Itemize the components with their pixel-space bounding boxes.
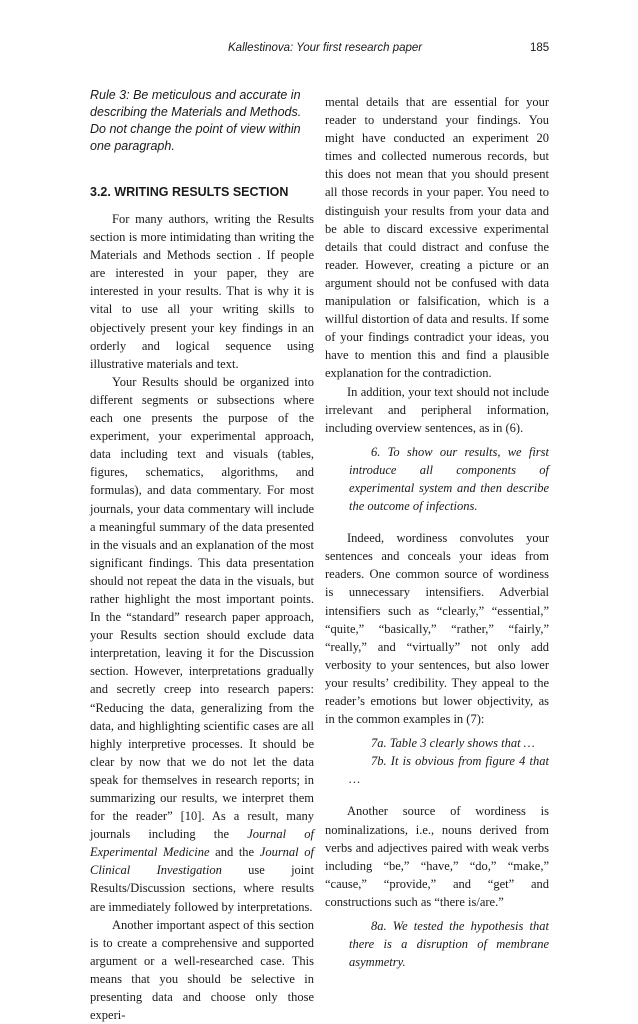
example-7a: 7a. Table 3 clearly shows that … (371, 736, 535, 751)
right-column (325, 93, 549, 985)
paragraph-text: Your Results should be organized into different segments or subsections where each one presents the purpose of the experiment, your experimental approach, data including text and visuals (tables, figures, schematics, algorithms, and formulas), and data commentary. For most journals, your data commentary will include a meaningful summary of the data presented in the visuals and an explanation of the most significant findings. This data presentation should not repeat the data in the visuals, but rather highlight the most important points. In the “standard” research paper approach, your Results section should exclude data interpretation, leaving it for the Discussion section. However, interpretations gradually and secretly creep into research papers: “Reducing the data, generalizing from the data, and highlighting scientific cases are all highly interpretive processes. It should be clear by now that we do not let the data speak for themselves in research reports; in summarizing our results, we interpret them for the reader” [10]. As a result, many journals including the (90, 374, 314, 842)
left-column (90, 87, 314, 1024)
paragraph-text: use joint Results/Discussion sections, where results are immediately followed by interpretations. (90, 863, 314, 914)
example-7b: 7b. It is obvious from figure 4 that … (349, 754, 549, 787)
paragraph-text: and the (209, 845, 260, 860)
paragraph: Another important aspect of this section is to create a comprehensive and supported argument or a well-researched case. This means that you should be selective in presenting data and choose only those experi- (90, 917, 314, 1023)
paragraph (90, 373, 314, 916)
running-header (0, 42, 638, 58)
journal-name: Journal of Experimental Medicine (90, 827, 314, 860)
paragraph: For many authors, writing the Results section is more intimidating than writing the Materials and Methods section . If people are interested in your paper, they are interested in your results. That is why it is vital to use all your writing skills to objectively present your key findings in an orderly and logical sequence using illustrative materials and text. (90, 212, 314, 371)
example-6: 6. To show our results, we first introduce all components of experimental system and then describe the outcome of infections. (349, 444, 549, 514)
running-title: Kallestinova: Your first research paper (228, 42, 423, 54)
paragraph: Indeed, wordiness convolutes your sentences and conceals your ideas from readers. One common source of wordiness is unnecessary intensifiers. Adverbial intensifiers such as “clearly,” “essential,” “quite,” “basically,” “rather,” “fairly,” “really,” and “virtually” not only add verbosity to your sentences, but also lower your results’ credibility. They appeal to the reader’s emotions but lower objectivity, as in the common examples in (7): (325, 531, 549, 727)
rule-statement: Rule 3: Be meticulous and accurate in describing the Materials and Methods. Do not change the point of view within one paragraph. (90, 88, 302, 153)
paragraph: Another source of wordiness is nominalizations, i.e., nouns derived from verbs and adjectives paired with weak verbs including “be,” “have,” “do,” “make,” “cause,” “provide,” and “get” and constructions such as “there is/are.” (325, 804, 549, 909)
page-number: 185 (530, 42, 550, 54)
section-heading: 3.2. WRITING RESULTS SECTION (90, 185, 289, 199)
journal-name: Journal of Clinical Investigation (90, 845, 315, 878)
paragraph: mental details that are essential for your reader to understand your findings. You might have conducted an experiment 20 times and collected numerous records, but this does not mean that you should present all those records in your paper. You need to distinguish your results from your data and be able to discard excessive experimental details that could distract and confuse the reader. However, creating a picture or an argument should not be confused with data manipulation or falsification, which is a willful distortion of data and results. If some of your findings contradict your ideas, you have to mention this and find a plausible explanation for the contradiction. (325, 95, 549, 381)
example-8a: 8a. We tested the hypothesis that there is a disruption of membrane asymmetry. (349, 919, 549, 970)
paragraph: In addition, your text should not include irrelevant and peripheral information, including overview sentences, as in (6). (325, 384, 549, 435)
